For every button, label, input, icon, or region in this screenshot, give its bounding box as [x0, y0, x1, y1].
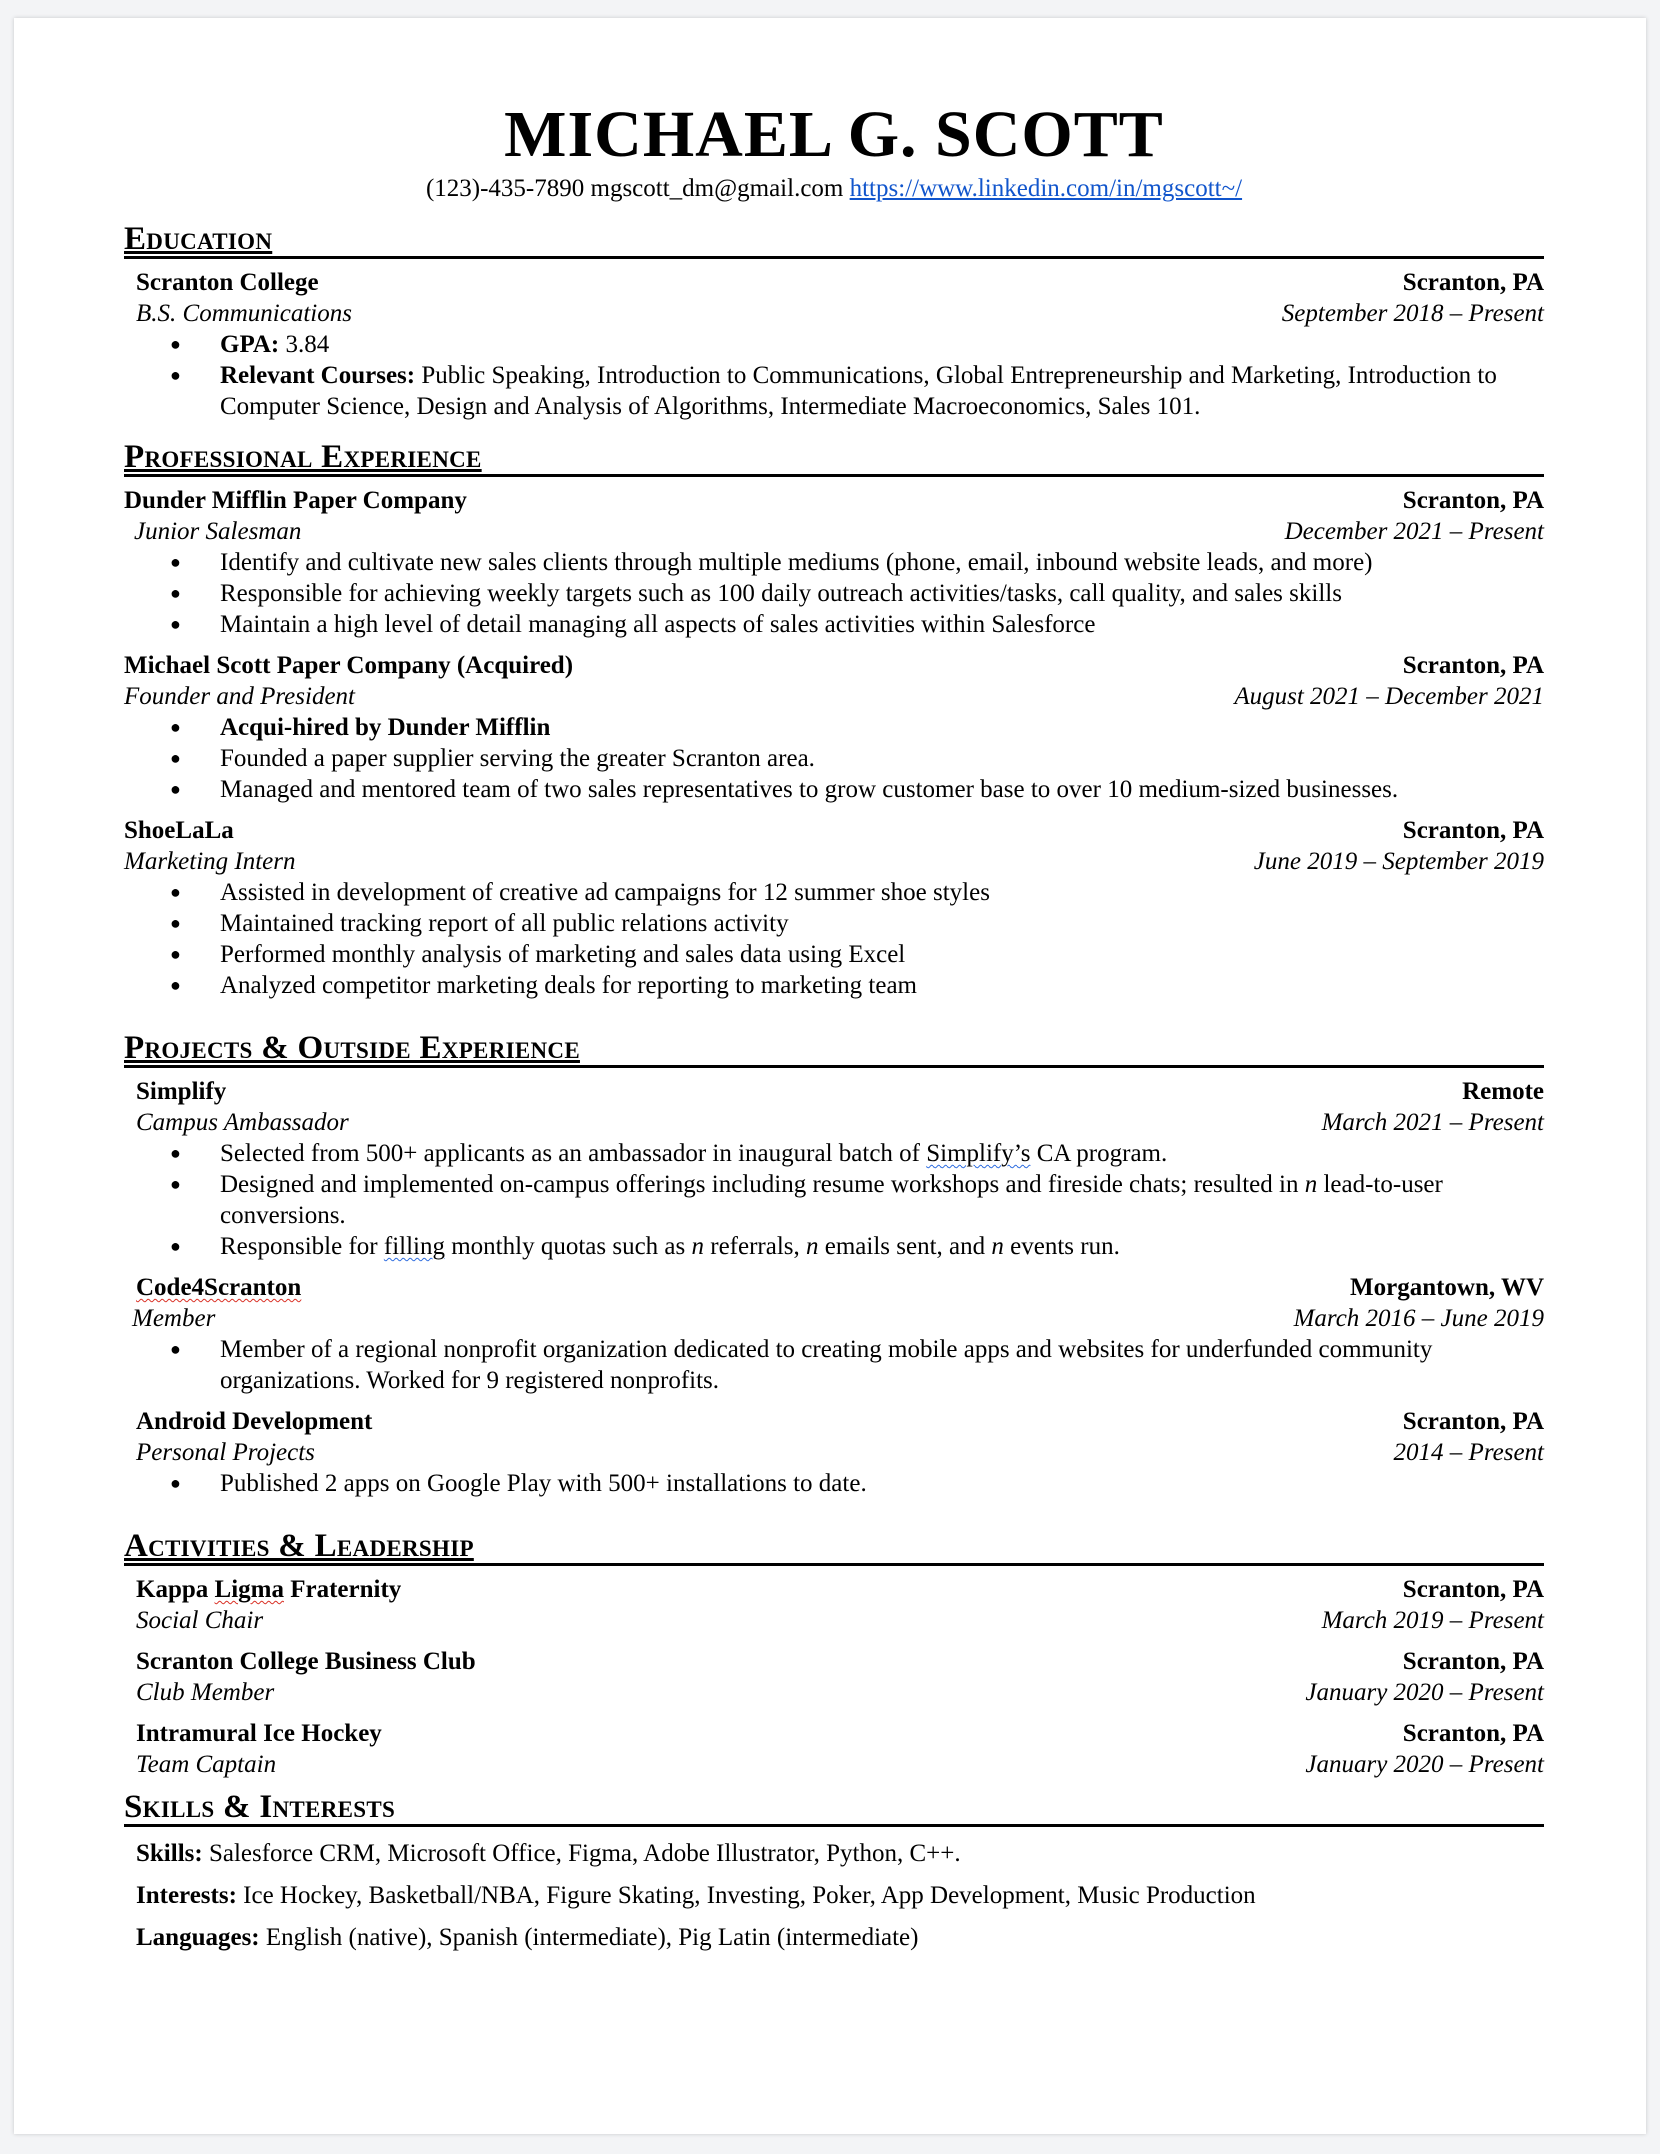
list-item: ● Founded a paper supplier serving the greater Scranton area. [124, 743, 1544, 774]
job-location: Scranton, PA [1402, 652, 1544, 679]
job-dates: August 2021 – December 2021 [1234, 683, 1544, 710]
section-title-education: Education [124, 222, 1544, 259]
list-item: ● Responsible for filling monthly quotas such as n referrals, n emails sent, and n events run. [124, 1231, 1544, 1262]
activity-dates: January 2020 – Present [1305, 1751, 1544, 1778]
section-title-experience: Professional Experience [124, 440, 1544, 477]
list-item: ● Analyzed competitor marketing deals for reporting to marketing team [124, 970, 1544, 1001]
list-item: ● Responsible for achieving weekly targets such as 100 daily outreach activities/tasks, call quality, and sales skills [124, 578, 1544, 609]
degree: B.S. Communications [136, 300, 352, 327]
phone-number: (123)-435-7890 [425, 175, 585, 202]
list-item: ● Designed and implemented on-campus offerings including resume workshops and fireside chats; resulted in n lead-to-user conversions. [124, 1169, 1544, 1231]
activities-section [124, 1529, 1544, 1780]
activity-location: Scranton, PA [1402, 1648, 1544, 1675]
project-location: Scranton, PA [1402, 1408, 1544, 1435]
job-dates: December 2021 – Present [1284, 518, 1544, 545]
project-role: Member [132, 1305, 216, 1332]
project-entry [124, 1406, 1544, 1468]
activity-role: Team Captain [136, 1751, 277, 1778]
list-item: ● Relevant Courses: Public Speaking, Introduction to Communications, Global Entrepreneurship and Marketing, Introduction to Computer Science, Design and Analysis of Algorithms, Intermediate Macroeconomics, Sales 101. [124, 360, 1544, 422]
activity-dates: March 2019 – Present [1321, 1607, 1544, 1634]
job-location: Scranton, PA [1402, 487, 1544, 514]
section-title-projects: Projects & Outside Experience [124, 1031, 1544, 1068]
activity-entry [124, 1646, 1544, 1708]
company-name: ShoeLaLa [124, 817, 234, 844]
list-item: ● Managed and mentored team of two sales representatives to grow customer base to over 10 medium-sized businesses. [124, 774, 1544, 805]
languages-line: Languages: English (native), Spanish (intermediate), Pig Latin (intermediate) [136, 1924, 919, 1951]
project-name: Code4Scranton [136, 1274, 302, 1301]
project-dates: 2014 – Present [1393, 1439, 1544, 1466]
project-entry [124, 1076, 1544, 1138]
project-dates: March 2016 – June 2019 [1293, 1305, 1544, 1332]
project-bullets [124, 1138, 1544, 1262]
activity-role: Club Member [136, 1679, 275, 1706]
activity-dates: January 2020 – Present [1305, 1679, 1544, 1706]
list-item: ● GPA: 3.84 [124, 329, 1544, 360]
education-entry [124, 267, 1544, 329]
list-item: ● Assisted in development of creative ad campaigns for 12 summer shoe styles [124, 877, 1544, 908]
list-item: ● Identify and cultivate new sales clients through multiple mediums (phone, email, inbound website leads, and more) [124, 547, 1544, 578]
education-bullets [124, 329, 1544, 422]
job-dates: June 2019 – September 2019 [1253, 848, 1544, 875]
company-name: Dunder Mifflin Paper Company [124, 487, 467, 514]
company-name: Michael Scott Paper Company (Acquired) [124, 652, 574, 679]
job-entry [124, 815, 1544, 1001]
job-entry [124, 650, 1544, 805]
job-role: Marketing Intern [124, 848, 296, 875]
school-name: Scranton College [136, 269, 319, 296]
activity-name: Scranton College Business Club [136, 1648, 476, 1675]
skills-line: Skills: Salesforce CRM, Microsoft Office, Figma, Adobe Illustrator, Python, C++. [136, 1840, 961, 1867]
activity-location: Scranton, PA [1402, 1720, 1544, 1747]
job-entry [124, 485, 1544, 640]
activity-name: Kappa Ligma Fraternity [136, 1576, 402, 1603]
linkedin-link[interactable]: https://www.linkedin.com/in/mgscott~/ [849, 175, 1243, 202]
education-section [124, 222, 1544, 422]
resume-page [14, 18, 1646, 2134]
activity-role: Social Chair [136, 1607, 264, 1634]
email-address: mgscott_dm@gmail.com [590, 175, 844, 202]
list-item: ● Published 2 apps on Google Play with 500+ installations to date. [124, 1468, 1544, 1499]
activity-location: Scranton, PA [1402, 1576, 1544, 1603]
list-item: ● Acqui-hired by Dunder Mifflin [124, 712, 1544, 743]
activity-name: Intramural Ice Hockey [136, 1720, 382, 1747]
project-role: Campus Ambassador [136, 1109, 349, 1136]
education-dates: September 2018 – Present [1281, 300, 1544, 327]
project-location: Remote [1462, 1078, 1544, 1105]
job-location: Scranton, PA [1402, 817, 1544, 844]
list-item: ● Performed monthly analysis of marketing and sales data using Excel [124, 939, 1544, 970]
skills-section [124, 1790, 1544, 1953]
resume-name: MICHAEL G. SCOTT [504, 98, 1164, 171]
activity-entry [124, 1718, 1544, 1780]
list-item: ● Selected from 500+ applicants as an ambassador in inaugural batch of Simplify’s CA program. [124, 1138, 1544, 1169]
section-title-activities: Activities & Leadership [124, 1529, 1544, 1566]
interests-line: Interests: Ice Hockey, Basketball/NBA, Figure Skating, Investing, Poker, App Development, Music Production [136, 1882, 1256, 1909]
project-name: Android Development [136, 1408, 373, 1435]
contact-line [124, 174, 1544, 204]
school-location: Scranton, PA [1402, 269, 1544, 296]
experience-section [124, 440, 1544, 1001]
project-name: Simplify [136, 1078, 227, 1105]
projects-section [124, 1031, 1544, 1499]
section-title-skills: Skills & Interests [124, 1790, 1544, 1827]
job-role: Junior Salesman [134, 518, 302, 545]
project-role: Personal Projects [136, 1439, 315, 1466]
list-item: ● Member of a regional nonprofit organization dedicated to creating mobile apps and websites for underfunded community organizations. Worked for 9 registered nonprofits. [124, 1334, 1544, 1396]
list-item: ● Maintained tracking report of all public relations activity [124, 908, 1544, 939]
activity-entry [124, 1574, 1544, 1636]
list-item: ● Maintain a high level of detail managing all aspects of sales activities within Salesforce [124, 609, 1544, 640]
project-dates: March 2021 – Present [1321, 1109, 1544, 1136]
project-entry [124, 1272, 1544, 1334]
job-role: Founder and President [124, 683, 355, 710]
project-location: Morgantown, WV [1350, 1274, 1544, 1301]
